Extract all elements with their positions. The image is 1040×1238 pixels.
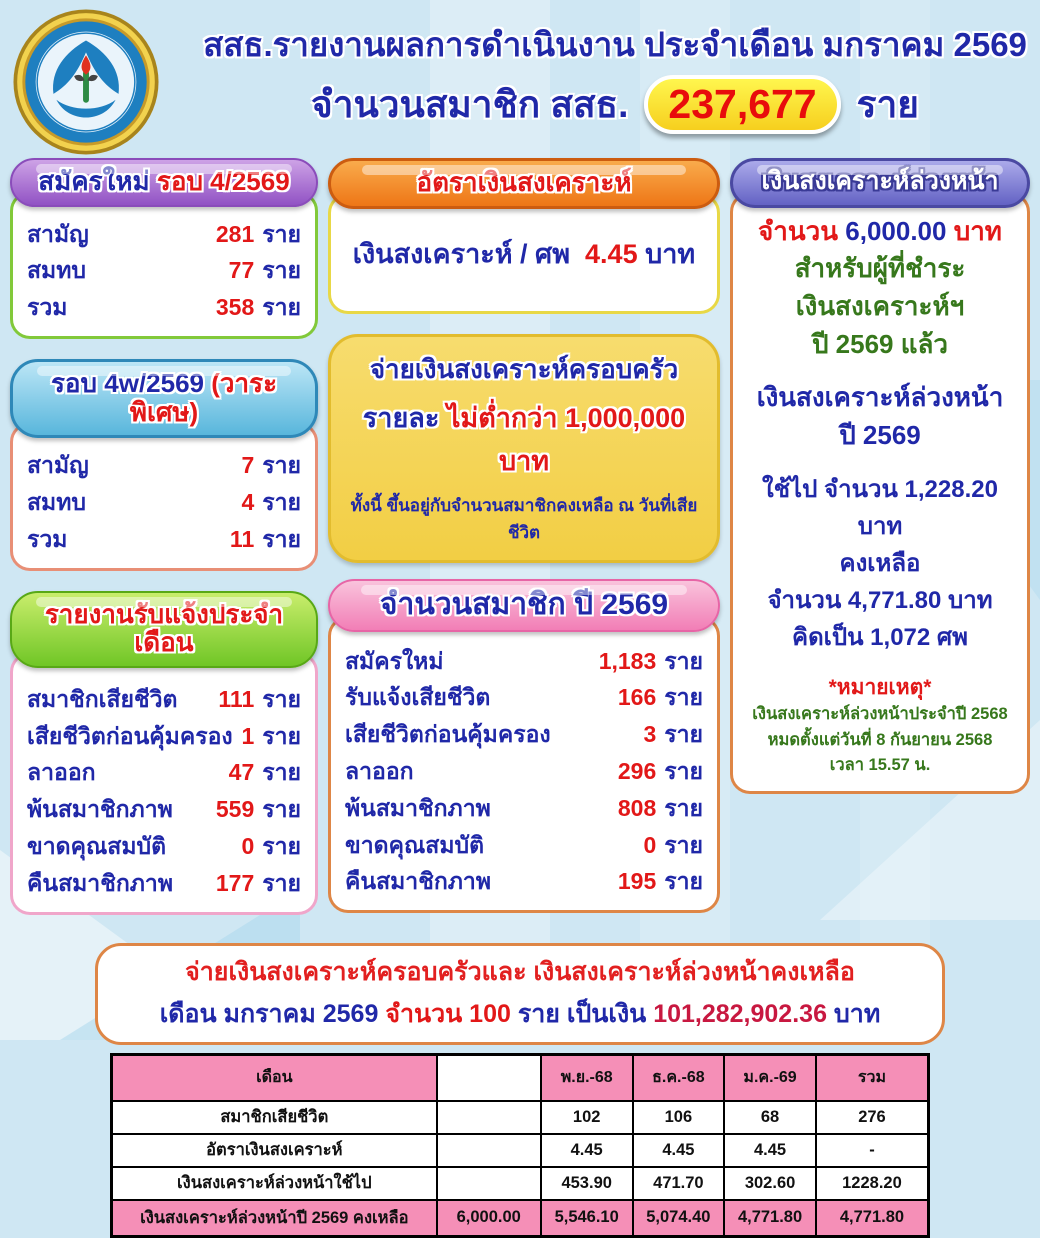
table-cell: 4.45 (724, 1134, 816, 1167)
stat-label: ลาออก (27, 759, 96, 786)
panel-advance-header (730, 158, 1030, 208)
stat-value: 358 ราย (215, 294, 301, 321)
panel-rate-header (328, 158, 720, 209)
table-cell: 302.60 (724, 1167, 816, 1200)
text-segment: จำนวน 100 (385, 999, 518, 1028)
stat-label: สมาชิกเสียชีวิต (27, 685, 178, 712)
stat-value: 195 ราย (617, 868, 703, 895)
family-payment-line1: จ่ายเงินสงเคราะห์ครอบครัว (369, 353, 679, 384)
text-segment: จำนวน (758, 215, 846, 246)
panel-members-year-body (328, 616, 720, 914)
stat-value: 111 ราย (218, 685, 301, 712)
table-header-cell: เดือน (112, 1054, 437, 1101)
panel-monthly-report-header (10, 591, 318, 668)
table-cell (437, 1134, 541, 1167)
stat-value: 4 ราย (241, 488, 301, 515)
family-payment-prefix: รายละ (362, 402, 440, 433)
summary-banner (95, 943, 945, 1045)
text-segment: หมดตั้งแต่วันที่ 8 กันยายน 2568 (767, 730, 993, 749)
advance-line (741, 417, 1019, 455)
summary-table (110, 1053, 930, 1238)
stat-row (27, 865, 301, 902)
text-segment: ปี 2569 (839, 419, 921, 450)
stat-label: พ้นสมาชิกภาพ (345, 794, 491, 821)
panel-monthly-report (10, 591, 318, 915)
table-cell: 102 (541, 1101, 633, 1134)
panel-new-members (10, 158, 318, 339)
association-logo (12, 8, 160, 156)
text-segment: 6,000.00 (845, 215, 947, 246)
stat-value: 0 ราย (643, 831, 703, 858)
table-cell: 4,771.80 (724, 1200, 816, 1237)
panel-advance-body (730, 192, 1030, 794)
summary-banner-line1: จ่ายเงินสงเคราะห์ครอบครัวและ เงินสงเคราะห์ล่วงหน้าคงเหลือ (185, 957, 855, 986)
table-row (112, 1200, 929, 1237)
table-header-cell: รวม (816, 1054, 929, 1101)
stat-row (27, 484, 301, 521)
stat-row (345, 827, 703, 864)
table-cell: 4.45 (541, 1134, 633, 1167)
panel-title: รอบ 4w/2569 (50, 367, 205, 398)
panel-title: สมัครใหม่ (38, 166, 150, 196)
stat-row (27, 521, 301, 558)
stat-value: 0 ราย (241, 832, 301, 859)
text-segment: คงเหลือ (839, 550, 921, 577)
panel-special-round (10, 359, 318, 571)
table-cell: 4.45 (633, 1134, 725, 1167)
stat-value: 47 ราย (228, 759, 301, 786)
advance-line (741, 379, 1019, 417)
rate-line (345, 218, 703, 301)
table-cell: 1228.20 (816, 1167, 929, 1200)
table-cell: 453.90 (541, 1167, 633, 1200)
stat-row (345, 753, 703, 790)
stat-row (345, 679, 703, 716)
table-cell: 276 (816, 1101, 929, 1134)
panel-title-accent: (วาระพิเศษ) (129, 367, 278, 427)
text-segment: *หมายเหตุ* (828, 675, 932, 699)
stat-row (27, 828, 301, 865)
table-header-cell: พ.ย.-68 (541, 1054, 633, 1101)
stat-row (27, 681, 301, 718)
panel-special-round-header (10, 359, 318, 438)
panel-title-accent: รอบ 4/2569 (156, 166, 290, 196)
table-cell: 106 (633, 1101, 725, 1134)
table-cell: 5,074.40 (633, 1200, 725, 1237)
stat-label: ลาออก (345, 757, 414, 784)
text-segment: เงินสงเคราะห์ล่วงหน้าประจำปี 2568 (752, 704, 1008, 723)
panel-members-year (328, 579, 720, 914)
text-segment: คิดเป็น 1,072 ศพ (792, 624, 968, 652)
advance-line (741, 545, 1019, 582)
stat-label: เสียชีวิตก่อนคุ้มครอง (27, 722, 233, 749)
text-segment: บาท (833, 999, 881, 1028)
panel-rate (328, 158, 720, 314)
text-segment: ปี 2569 แล้ว (811, 328, 949, 359)
stat-value: 11 ราย (229, 525, 301, 552)
table-cell: 5,546.10 (541, 1200, 633, 1237)
stat-value: 3 ราย (643, 721, 703, 748)
panel-members-year-header (328, 579, 720, 632)
text-segment: ใช้ไป จำนวน 1,228.20 บาท (762, 475, 998, 540)
table-cell (437, 1101, 541, 1134)
summary-banner-line2 (108, 994, 932, 1034)
stat-label: รวม (27, 525, 68, 552)
table-cell: 68 (724, 1101, 816, 1134)
family-payment-line2 (339, 396, 709, 482)
stat-label: พ้นสมาชิกภาพ (27, 796, 173, 823)
table-header-cell (437, 1054, 541, 1101)
text-segment: สำหรับผู้ที่ชำระ (794, 253, 966, 284)
stat-row (345, 716, 703, 753)
stat-value: 296 ราย (617, 757, 703, 784)
stat-row (345, 790, 703, 827)
stat-row (345, 643, 703, 680)
text-segment: เงินสงเคราะห์ฯ (795, 290, 965, 321)
panel-title: เงินสงเคราะห์ล่วงหน้า (761, 167, 999, 195)
advance-line (741, 619, 1019, 656)
panel-title: อัตราเงินสงเคราะห์ (416, 167, 632, 197)
stat-value: 1 ราย (241, 722, 301, 749)
table-cell: - (816, 1134, 929, 1167)
table-cell: 471.70 (633, 1167, 725, 1200)
rate-label: เงินสงเคราะห์ / ศพ (352, 238, 570, 269)
advance-line (741, 728, 1019, 754)
stat-label: ขาดคุณสมบัติ (27, 832, 167, 859)
rate-value: 4.45 (585, 238, 638, 269)
advance-line (741, 471, 1019, 545)
stat-row (27, 791, 301, 828)
report-header (0, 0, 1040, 152)
stat-label: รับแจ้งเสียชีวิต (345, 684, 491, 711)
member-count-label: จำนวนสมาชิก สสธ. (311, 84, 629, 125)
table-cell: สมาชิกเสียชีวิต (112, 1101, 437, 1134)
stat-value: 177 ราย (215, 869, 301, 896)
text-segment: ราย (517, 999, 567, 1028)
table-header-cell: ธ.ค.-68 (633, 1054, 725, 1101)
stat-label: สามัญ (27, 220, 89, 247)
stat-label: สมัครใหม่ (345, 647, 444, 674)
stat-value: 281 ราย (215, 220, 301, 247)
panel-title: จำนวนสมาชิก ปี 2569 (379, 587, 669, 621)
table-row (112, 1101, 929, 1134)
stat-row (27, 216, 301, 253)
table-cell: 4,771.80 (816, 1200, 929, 1237)
panel-title: รายงานรับแจ้งประจำเดือน (44, 598, 284, 658)
advance-line (741, 213, 1019, 251)
family-payment-amount: ไม่ต่ำกว่า 1,000,000 บาท (446, 402, 686, 476)
stat-value: 1,183 ราย (598, 647, 703, 674)
stat-label: สามัญ (27, 452, 89, 479)
text-segment: เวลา 15.57 น. (829, 756, 931, 775)
text-segment: เป็นเงิน (566, 999, 654, 1028)
table-cell: เงินสงเคราะห์ล่วงหน้าปี 2569 คงเหลือ (112, 1200, 437, 1237)
stat-row (27, 447, 301, 484)
text-segment: 101,282,902.36 (653, 999, 834, 1028)
panel-special-round-body (10, 422, 318, 570)
panel-new-members-header (10, 158, 318, 207)
text-segment: จำนวน 4,771.80 บาท (767, 587, 993, 615)
advance-line (741, 673, 1019, 702)
stat-value: 7 ราย (241, 452, 301, 479)
stat-value: 808 ราย (617, 794, 703, 821)
report-title: สสธ.รายงานผลการดำเนินงาน ประจำเดือน มกราคม 2569 (203, 25, 1027, 63)
member-count-badge: 237,677 (644, 75, 840, 134)
stat-value: 77 ราย (228, 257, 301, 284)
stat-label: สมทบ (27, 488, 86, 515)
stat-label: ขาดคุณสมบัติ (345, 831, 485, 858)
stat-label: คืนสมาชิกภาพ (345, 868, 491, 895)
advance-line (741, 753, 1019, 779)
summary-table-wrap (110, 1053, 930, 1238)
stat-row (27, 289, 301, 326)
stat-row (27, 754, 301, 791)
stat-value: 166 ราย (617, 684, 703, 711)
panel-family-payment (328, 334, 720, 563)
table-row (112, 1134, 929, 1167)
advance-line (741, 288, 1019, 326)
stat-row (27, 252, 301, 289)
stat-label: รวม (27, 294, 68, 321)
stat-label: สมทบ (27, 257, 86, 284)
table-header-cell: ม.ค.-69 (724, 1054, 816, 1101)
member-count-unit: ราย (856, 84, 919, 125)
association-emblem-icon (12, 8, 160, 156)
text-segment: เงินสงเคราะห์ล่วงหน้า (756, 382, 1004, 413)
stat-label: คืนสมาชิกภาพ (27, 869, 173, 896)
text-segment: บาท (946, 215, 1002, 246)
panel-rate-body (328, 193, 720, 314)
table-cell: เงินสงเคราะห์ล่วงหน้าใช้ไป (112, 1167, 437, 1200)
member-count-line (190, 75, 1040, 134)
text-segment: เดือน มกราคม 2569 (159, 999, 386, 1028)
stat-row (345, 863, 703, 900)
panel-monthly-report-body (10, 652, 318, 915)
advance-line (741, 582, 1019, 619)
advance-line (741, 326, 1019, 364)
family-payment-line3: ทั้งนี้ ขึ้นอยู่กับจำนวนสมาชิกคงเหลือ ณ วันที่เสียชีวิต (350, 495, 698, 542)
table-row (112, 1167, 929, 1200)
stat-label: เสียชีวิตก่อนคุ้มครอง (345, 721, 551, 748)
stat-value: 559 ราย (215, 796, 301, 823)
table-cell: 6,000.00 (437, 1200, 541, 1237)
advance-line (741, 702, 1019, 728)
panel-advance (730, 158, 1030, 794)
advance-line (741, 250, 1019, 288)
rate-unit: บาท (645, 238, 696, 269)
panel-new-members-body (10, 191, 318, 339)
table-cell: อัตราเงินสงเคราะห์ (112, 1134, 437, 1167)
table-cell (437, 1167, 541, 1200)
stat-row (27, 718, 301, 755)
